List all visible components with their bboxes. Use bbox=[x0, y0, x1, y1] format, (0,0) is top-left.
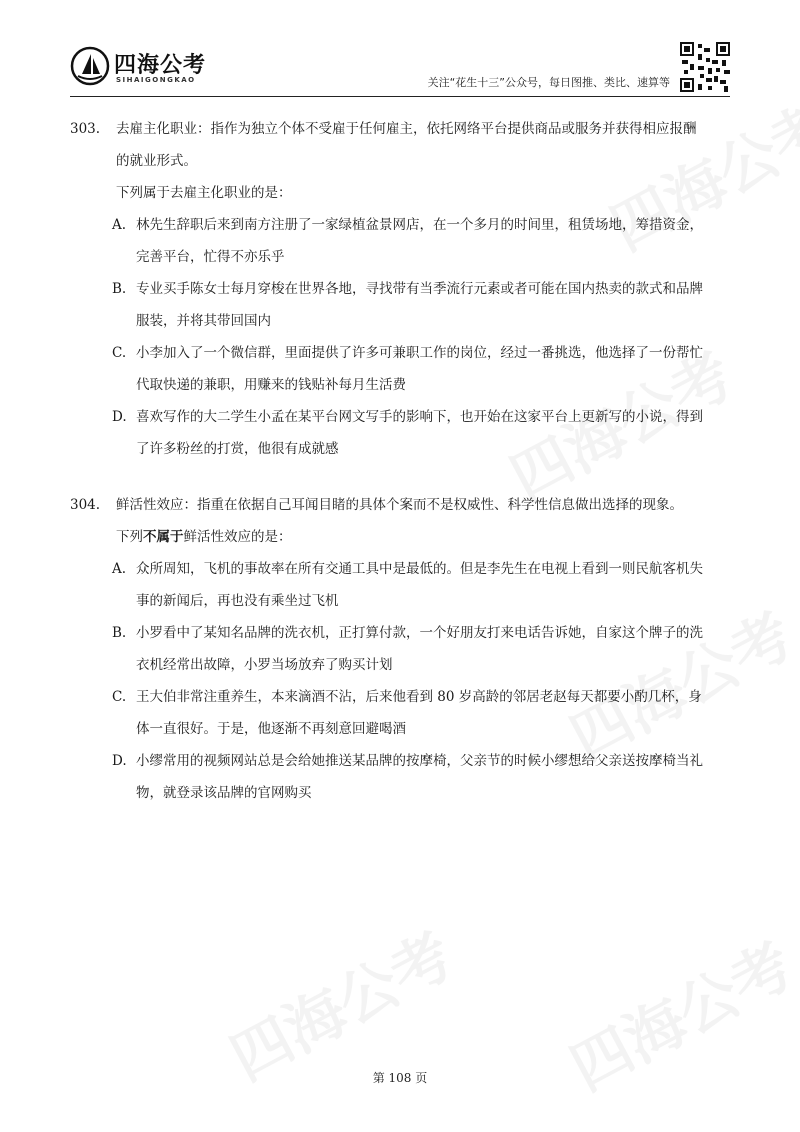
stem-line: 的就业形式。 bbox=[116, 153, 197, 169]
question-stem bbox=[70, 116, 736, 174]
option-c bbox=[96, 340, 736, 398]
question-number: 303. bbox=[70, 121, 101, 137]
option-a bbox=[96, 212, 736, 270]
option-letter: B. bbox=[112, 281, 127, 297]
option-text: 物，就登录该品牌的官网购买 bbox=[136, 785, 312, 801]
question-stem bbox=[70, 492, 736, 518]
prompt-text: 下列属于去雇主化职业的是： bbox=[116, 185, 292, 201]
option-b bbox=[96, 276, 736, 334]
option-letter: D. bbox=[112, 409, 127, 425]
option-text: 了许多粉丝的打赏，他很有成就感 bbox=[136, 441, 339, 457]
option-d bbox=[96, 404, 736, 462]
option-text: 众所周知，飞机的事故率在所有交通工具中是最低的。但是李先生在电视上看到一则民航客机失 bbox=[136, 561, 703, 577]
header-divider bbox=[70, 96, 730, 97]
logo-subtext: SIHAIGONGKAO bbox=[116, 76, 196, 84]
option-text: 完善平台，忙得不亦乐乎 bbox=[136, 249, 285, 265]
question-304 bbox=[70, 492, 736, 806]
option-text: 小缪常用的视频网站总是会给她推送某品牌的按摩椅，父亲节的时候小缪想给父亲送按摩椅当礼 bbox=[136, 753, 703, 769]
prompt-text: 鲜活性效应的是： bbox=[183, 529, 292, 545]
sailboat-logo-icon bbox=[70, 46, 110, 86]
option-letter: B. bbox=[112, 625, 127, 641]
logo-text: 四海公考 bbox=[114, 53, 207, 78]
question-content bbox=[70, 116, 736, 806]
option-letter: D. bbox=[112, 753, 127, 769]
question-number: 304. bbox=[70, 497, 101, 513]
option-text: 事的新闻后，再也没有乘坐过飞机 bbox=[136, 593, 339, 609]
option-text: 专业买手陈女士每月穿梭在世界各地，寻找带有当季流行元素或者可能在国内热卖的款式和品牌 bbox=[136, 281, 703, 297]
option-letter: A. bbox=[112, 217, 127, 233]
prompt-text: 下列 bbox=[116, 529, 143, 545]
option-letter: C. bbox=[112, 689, 127, 705]
question-303 bbox=[70, 116, 736, 462]
option-text: 体一直很好。于是，他逐渐不再刻意回避喝酒 bbox=[136, 721, 406, 737]
option-text: 林先生辞职后来到南方注册了一家绿植盆景网店，在一个多月的时间里，租赁场地，筹措资金， bbox=[136, 217, 703, 233]
option-text: 小李加入了一个微信群，里面提供了许多可兼职工作的岗位，经过一番挑选，他选择了一份帮忙 bbox=[136, 345, 703, 361]
option-c bbox=[96, 684, 736, 742]
option-letter: C. bbox=[112, 345, 127, 361]
page-number: 第 108 页 bbox=[372, 1071, 428, 1085]
logo bbox=[70, 46, 230, 90]
page-header bbox=[70, 42, 730, 94]
option-text: 代取快递的兼职，用赚来的钱贴补每月生活费 bbox=[136, 377, 406, 393]
qr-code-icon bbox=[680, 42, 730, 92]
option-text: 衣机经常出故障，小罗当场放弃了购买计划 bbox=[136, 657, 393, 673]
question-prompt bbox=[96, 524, 736, 550]
stem-line: 鲜活性效应：指重在依据自己耳闻目睹的具体个案而不是权威性、科学性信息做出选择的现象。 bbox=[116, 497, 683, 513]
header-tagline: 关注“花生十三”公众号，每日图推、类比、速算等 bbox=[427, 76, 670, 89]
option-text: 喜欢写作的大二学生小孟在某平台网文写手的影响下，也开始在这家平台上更新写的小说，得到 bbox=[136, 409, 703, 425]
option-text: 王大伯非常注重养生，本来滴酒不沾，后来他看到 80 岁高龄的邻居老赵每天都要小酌几杯，身 bbox=[136, 689, 702, 705]
option-a bbox=[96, 556, 736, 614]
option-text: 服装，并将其带回国内 bbox=[136, 313, 271, 329]
question-prompt bbox=[96, 180, 736, 206]
stem-line: 去雇主化职业：指作为独立个体不受雇于任何雇主，依托网络平台提供商品或服务并获得相应报酬 bbox=[116, 121, 697, 137]
option-text: 小罗看中了某知名品牌的洗衣机，正打算付款，一个好朋友打来电话告诉她，自家这个牌子的洗 bbox=[136, 625, 703, 641]
option-b bbox=[96, 620, 736, 678]
option-letter: A. bbox=[112, 561, 127, 577]
option-d bbox=[96, 748, 736, 806]
prompt-emphasis: 不属于 bbox=[143, 529, 184, 545]
